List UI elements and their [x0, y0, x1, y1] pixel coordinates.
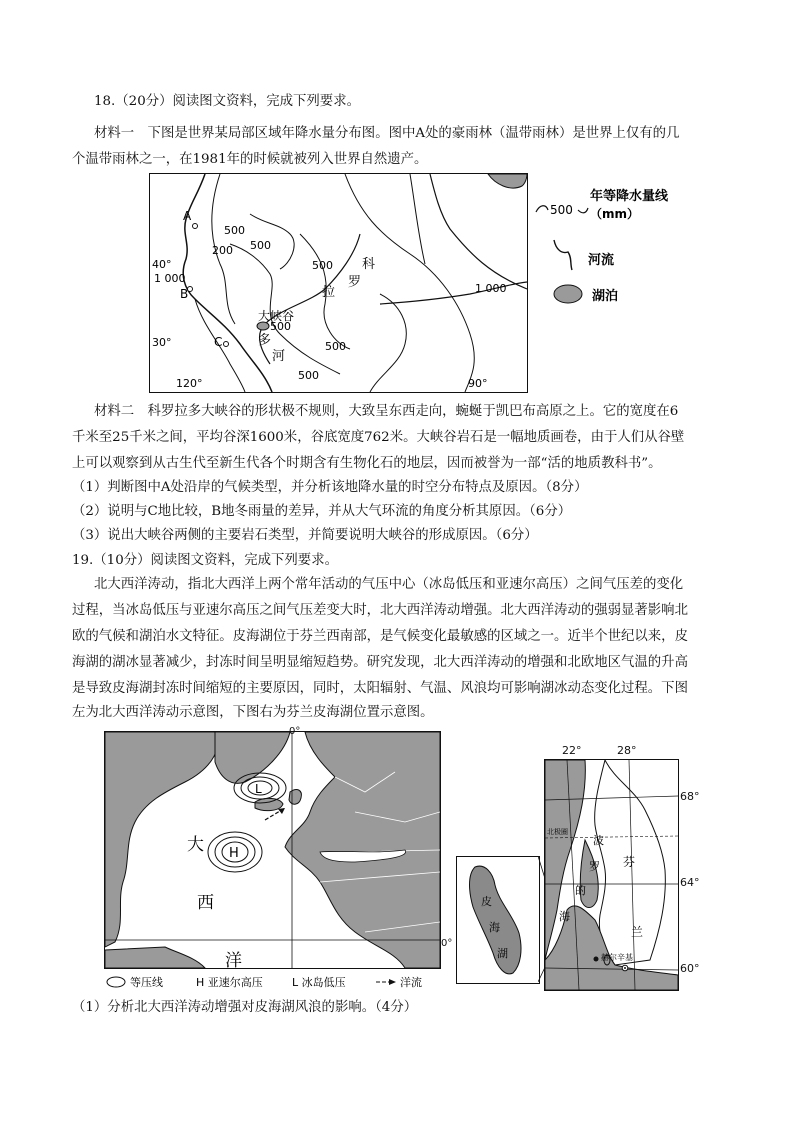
legend-current: 洋流	[400, 976, 422, 989]
inset-char: 湖	[497, 947, 508, 960]
q18-material1-line2: 个温带雨林之一，在1981年的时候就被列入世界自然遗产。	[72, 152, 428, 167]
lon-28-label: 28°	[617, 744, 637, 757]
inset-char: 皮	[481, 895, 492, 908]
label-xi: 西	[197, 893, 214, 913]
label-fen: 芬	[623, 855, 636, 869]
atlantic-legend-svg	[104, 972, 444, 992]
legend-isoline-value: 500	[550, 203, 573, 217]
label-da: 大	[187, 835, 204, 855]
inset-char: 海	[489, 921, 500, 934]
current-arrow-head	[389, 979, 396, 985]
label-he: 河	[272, 349, 286, 364]
q18-material2-line1: 材料二 科罗拉多大峡谷的形状极不规则，大致呈东西走向，蜿蜒于凯巴布高原之上。它的宽度在6	[94, 404, 679, 419]
iceland	[255, 798, 283, 810]
legend-isoline-label: 年等降水量线	[590, 189, 669, 204]
label-la: 拉	[322, 285, 336, 300]
gulf-of-bothnia	[580, 840, 598, 908]
precipitation-map	[149, 173, 528, 393]
lon-120: 120°	[176, 377, 203, 390]
label-B: B	[180, 287, 189, 301]
greenland	[215, 732, 290, 783]
legend-lake: 湖泊	[592, 289, 619, 304]
lat-40: 40°	[152, 258, 172, 271]
legend-low: L 冰岛低压	[292, 976, 346, 989]
contour-1000: 1 000	[475, 282, 507, 295]
river-symbol	[554, 240, 572, 270]
arrow-head	[278, 808, 285, 814]
low-label: L	[255, 782, 262, 796]
label-ke: 科	[362, 257, 376, 272]
atlantic-oscillation-map	[104, 731, 441, 969]
river	[410, 174, 425, 264]
label-helsinki: 赫尔辛基	[601, 953, 633, 962]
point-A	[193, 224, 198, 229]
lake	[257, 322, 269, 330]
helsinki-marker-center	[624, 967, 626, 969]
lat-64-label: 64°	[680, 876, 700, 889]
legend-svg	[532, 180, 722, 320]
lat-60-label: 60°	[680, 962, 700, 975]
label-C: C	[214, 335, 223, 349]
high-label: H	[229, 846, 239, 861]
label-lan: 兰	[631, 925, 644, 939]
lake-inset-svg	[457, 857, 539, 983]
contour-500: 500	[270, 320, 291, 333]
lat-30: 30°	[152, 336, 172, 349]
isobar-symbol	[107, 977, 125, 987]
finland-map	[544, 759, 679, 991]
contour-200: 200	[212, 244, 233, 257]
isoline	[370, 294, 406, 392]
isoline-1000	[345, 174, 474, 392]
label-yang: 洋	[225, 951, 242, 968]
south-america	[105, 947, 205, 968]
city-dot	[594, 957, 599, 962]
q18-heading: 18.（20分）阅读图文资料，完成下列要求。	[94, 94, 360, 109]
q18-material2-line2: 千米至25千米之间，平均谷深1600米，谷底宽度762米。大峡谷岩石是一幅地质画卷，由于人们从谷壁	[72, 430, 685, 445]
point-C	[224, 342, 229, 347]
q19-sub1: （1）分析北大西洋涛动增强对皮海湖风浪的影响。（4分）	[72, 1000, 418, 1015]
pihajarvi-lake	[470, 866, 522, 974]
contour-500: 500	[325, 340, 346, 353]
british-isles	[289, 790, 301, 805]
contour-500: 500	[250, 239, 271, 252]
q19-line: 过程，当冰岛低压与亚速尔高压之间气压差变大时，北大西洋涛动增强。北大西洋涛动的强弱显著影响北	[72, 603, 688, 618]
lake-symbol	[554, 285, 582, 303]
q19-line: 北大西洋涛动，指北大西洋上两个常年活动的气压中心（冰岛低压和亚速尔高压）之间气压差的变化	[94, 577, 684, 592]
europe-africa	[285, 732, 440, 968]
lat-0-label: 0°	[441, 938, 453, 949]
lon-0-label: 0°	[289, 726, 301, 737]
q19-line: 欧的气候和湖泊水文特征。皮海湖位于芬兰西南部，是气候变化最敏感的区域之一。近半个世纪以来，皮	[72, 629, 688, 644]
label-duo: 多	[258, 333, 272, 348]
label-de: 的	[575, 884, 586, 897]
lake	[488, 174, 527, 188]
contour-500: 500	[224, 224, 245, 237]
isoline-symbol	[536, 206, 548, 212]
legend-unit: （mm）	[590, 207, 640, 221]
point-B	[188, 287, 193, 292]
finland-map-svg	[545, 760, 678, 990]
contour-500: 500	[312, 259, 333, 272]
precipitation-map-svg	[150, 174, 527, 392]
contour-1000: 1 000	[154, 272, 186, 285]
lat-68-label: 68°	[680, 790, 700, 803]
river	[430, 174, 527, 289]
q19-line: 海湖的湖冰显著减少，封冻时间呈明显缩短趋势。研究发现，北大西洋涛动的增强和北欧地区气温的升高	[72, 655, 688, 670]
label-grand-canyon: 大峡谷	[258, 309, 295, 323]
q19-heading: 19.（10分）阅读图文资料，完成下列要求。	[72, 553, 338, 568]
q19-line: 左为北大西洋涛动示意图，下图右为芬兰皮海湖位置示意图。	[72, 705, 434, 720]
label-A: A	[183, 209, 192, 223]
legend-isobar: 等压线	[130, 976, 163, 989]
q18-sub2: （2）说明与C地比较，B地冬雨量的差异，并从大气环流的角度分析其原因。（6分）	[72, 504, 572, 519]
q18-material2-line3: 上可以观察到从古生代至新生代各个时期含有生物化石的地层，因而被誉为一部“活的地质教科书”。	[72, 456, 662, 471]
label-hai: 海	[559, 910, 570, 923]
q18-material1-line1: 材料一 下图是世界某局部区域年降水量分布图。图中A处的豪雨林（温带雨林）是世界上仅有的几	[94, 126, 680, 141]
label-bo: 波	[593, 834, 604, 847]
lake-inset-map	[456, 856, 540, 984]
precipitation-legend	[532, 180, 722, 320]
q19-line: 是导致皮海湖封冻时间缩短的主要原因，同时，太阳辐射、气温、风浪均可影响湖冰动态变化过程。下图	[72, 681, 688, 696]
atlantic-legend	[104, 972, 444, 992]
arctic-circle-label: 北极圈	[547, 828, 568, 836]
label-luo: 罗	[589, 860, 600, 873]
legend-high: H 亚速尔高压	[196, 976, 263, 989]
atlantic-map-svg	[105, 732, 440, 968]
contour-500: 500	[298, 369, 319, 382]
lon-22-label: 22°	[562, 744, 582, 757]
label-luo: 罗	[348, 275, 362, 290]
q18-sub3: （3）说出大峡谷两侧的主要岩石类型，并简要说明大峡谷的形成原因。（6分）	[72, 528, 538, 543]
isoline-symbol	[578, 208, 588, 213]
lon-90: 90°	[468, 377, 488, 390]
legend-river: 河流	[588, 253, 615, 268]
q18-sub1: （1）判断图中A处沿岸的气候类型，并分析该地降水量的时空分布特点及原因。（8分）	[72, 480, 588, 495]
